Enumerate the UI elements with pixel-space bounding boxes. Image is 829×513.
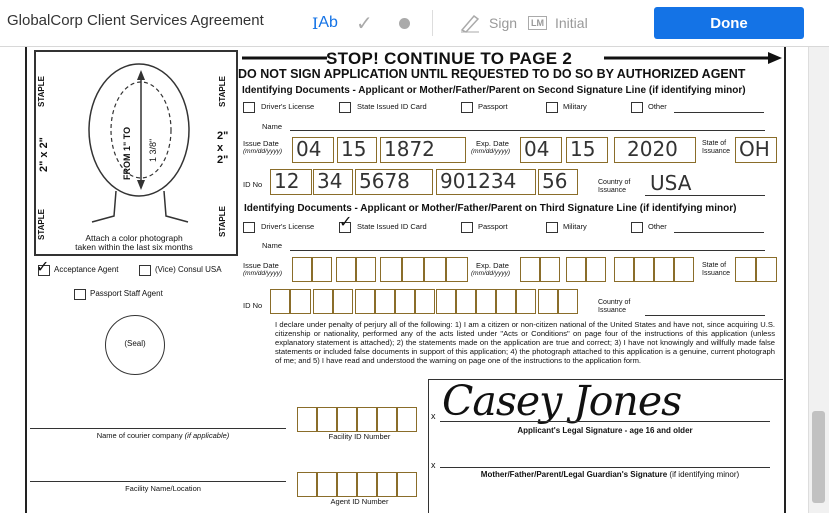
doc-type-label: Driver's License [261,222,315,231]
exp-date-label: Exp. Date [476,261,509,270]
issue-date-cell[interactable] [356,257,376,282]
exp-date-label: Exp. Date [476,139,509,148]
name-line [290,130,765,131]
facility-id-label: Facility ID Number [328,432,391,441]
passport-staff-checkbox[interactable] [74,289,86,300]
facility-id-cell[interactable] [317,407,337,432]
drivers-license-checkbox[interactable] [243,222,255,233]
applicant-signature-label: Applicant's Legal Signature - age 16 and older [517,426,693,435]
issue-date-cell[interactable] [424,257,446,282]
id-no-cell[interactable] [558,289,578,314]
checkmark-icon: ✓ [356,12,373,35]
facility-id-cell[interactable] [357,407,377,432]
agent-id-cell[interactable] [297,472,317,497]
seal-label: (Seal) [124,339,146,348]
staple-label: STAPLE [218,76,227,107]
exp-month-field[interactable]: 04 [520,137,562,163]
checkmark-icon: ✓ [36,259,50,276]
photo-range-value: 1 3/8" [148,138,158,162]
photo-size-label: 2" x 2" [38,137,50,172]
id-no-cell[interactable] [415,289,435,314]
declaration-text: I declare under penalty of perjury all of the following: 1) I am a citizen or non-citizen national of the United States and have not, since acquiring U.S. citizenship or nationality, performed any of the acts listed under "Acts or Conditions" on page four of the instructions of this application (unless explanatory statement is attached); 2) the statements made on the application are true and correct; 3) I have not knowingly and willfully made false statements or included false documents in support of this application; 4) the photograph attached to this application is a genuine, current photograph of me; and 5) I have read and understood the warning on page one of the instructions to the application form. [275,320,775,366]
acceptance-agent-label: Acceptance Agent [54,265,119,274]
country-value[interactable]: USA [650,171,692,195]
guardian-signature-label: Mother/Father/Parent/Legal Guardian's Signature (if identifying minor) [480,470,740,479]
exp-year-field[interactable]: 2020 [614,137,696,163]
issue-date-label: Issue Date [243,261,279,270]
photo-box [34,50,238,256]
issue-date-cell[interactable] [402,257,424,282]
doc-type-label: Driver's License [261,102,315,111]
left-border [25,47,27,513]
initial-label: Initial [555,15,588,31]
id-no-label: ID No [243,180,263,189]
exp-date-cell[interactable] [654,257,674,282]
state-label: State of Issuance [702,262,731,277]
exp-date-cell[interactable] [634,257,654,282]
name-label: Name [262,241,283,250]
courier-line [30,428,286,429]
issue-date-cell[interactable] [380,257,402,282]
passport-staff-label: Passport Staff Agent [90,289,163,298]
doc-type-label: Military [563,222,587,231]
issue-year-field[interactable]: 1872 [380,137,466,163]
photo-range-label: FROM 1" TO [122,126,132,180]
state-id-checkbox[interactable] [339,102,351,113]
vertical-scrollbar[interactable] [808,47,829,513]
head-outline-icon [64,56,214,226]
agent-id-cell[interactable] [337,472,357,497]
top-toolbar [0,0,829,47]
exp-date-cell[interactable] [566,257,586,282]
issue-date-cell[interactable] [336,257,356,282]
dot-icon [399,18,410,29]
add-text-tool[interactable] [312,10,338,36]
issue-date-cell[interactable] [446,257,468,282]
id-no-field-4[interactable]: 901234 [436,169,536,195]
sign-label: Sign [489,15,518,31]
right-border [784,47,786,513]
doc-type-label: Military [563,102,587,111]
agent-id-cell[interactable] [317,472,337,497]
id-no-label: ID No [243,301,263,310]
id-no-cell[interactable] [456,289,476,314]
agent-id-cell[interactable] [357,472,377,497]
doc-type-label: Other [648,222,667,231]
date-format-label: (mm/dd/yyyy) [243,270,282,277]
applicant-signature[interactable]: Casey Jones [442,377,682,425]
facility-id-cell[interactable] [377,407,397,432]
toolbar-divider [432,10,433,36]
stop-heading: STOP! CONTINUE TO PAGE 2 [326,49,573,68]
doc-type-label: State Issued ID Card [357,222,427,231]
other-line [674,112,764,113]
state-cell[interactable] [735,257,756,282]
consul-label: (Vice) Consul USA [155,265,222,274]
checkmark-icon: ✓ [339,214,353,231]
signature-x-mark: x [431,411,436,421]
passport-checkbox[interactable] [461,222,473,233]
checkmark-tool[interactable] [356,10,373,36]
agent-id-label: Agent ID Number [330,497,389,506]
second-id-heading: Identifying Documents - Applicant or Mother/Father/Parent on Second Signature Line (if identifying minor) [242,85,746,96]
id-no-field-2[interactable]: 34 [313,169,353,195]
issue-date-cell[interactable] [312,257,332,282]
passport-checkbox[interactable] [461,102,473,113]
facility-id-cell[interactable] [297,407,317,432]
date-format-label: (mm/dd/yyyy) [471,148,510,155]
courier-label: Name of courier company (if applicable) [96,431,230,440]
id-no-cell[interactable] [436,289,456,314]
state-cell[interactable] [756,257,777,282]
initial-tool[interactable] [528,10,588,36]
id-no-cell[interactable] [476,289,496,314]
other-checkbox[interactable] [631,102,643,113]
staple-label: STAPLE [37,209,46,240]
text-cursor-icon: I [312,13,319,33]
agent-id-cell[interactable] [397,472,417,497]
photo-caption: taken within the last six months [75,242,193,252]
done-button[interactable]: Done [654,7,804,39]
other-checkbox[interactable] [631,222,643,233]
seal-circle [105,315,165,375]
issue-date-label: Issue Date [243,139,279,148]
guardian-signature-line[interactable] [440,467,770,468]
exp-date-cell[interactable] [540,257,560,282]
id-no-cell[interactable] [355,289,375,314]
military-checkbox[interactable] [546,102,558,113]
issue-date-cell[interactable] [292,257,312,282]
id-no-cell[interactable] [270,289,290,314]
name-label: Name [262,122,283,131]
third-id-heading: Identifying Documents - Applicant or Mother/Father/Parent on Third Signature Line (if identifying minor) [244,203,737,214]
name-line [290,250,765,251]
exp-date-cell[interactable] [520,257,540,282]
sign-tool[interactable] [459,10,517,36]
country-line [645,315,765,316]
initials-icon: LM [528,16,547,30]
facility-id-cell[interactable] [397,407,417,432]
photo-size-label-right: 2" x 2" [217,130,229,166]
country-line [645,195,765,196]
id-no-cell[interactable] [496,289,516,314]
id-no-cell[interactable] [516,289,536,314]
agent-id-cell[interactable] [377,472,397,497]
id-no-cell[interactable] [333,289,353,314]
id-no-field-1[interactable]: 12 [270,169,312,195]
staple-label: STAPLE [37,76,46,107]
doc-type-label: Passport [478,102,508,111]
drivers-license-checkbox[interactable] [243,102,255,113]
staple-label: STAPLE [218,206,227,237]
date-format-label: (mm/dd/yyyy) [471,270,510,277]
doc-type-label: Passport [478,222,508,231]
state-field[interactable]: OH [735,137,777,163]
add-text-label: Ab [318,14,338,31]
doc-type-label: State Issued ID Card [357,102,427,111]
issue-month-field[interactable]: 04 [292,137,334,163]
exp-date-cell[interactable] [586,257,606,282]
exp-date-cell[interactable] [674,257,694,282]
document-title: GlobalCorp Client Services Agreement [7,12,264,29]
id-no-cell[interactable] [290,289,311,314]
document-page [0,47,808,513]
warning-heading: DO NOT SIGN APPLICATION UNTIL REQUESTED TO DO SO BY AUTHORIZED AGENT [238,67,746,81]
dot-tool[interactable] [399,10,410,36]
exp-date-cell[interactable] [614,257,634,282]
id-no-field-5[interactable]: 56 [538,169,578,195]
photo-caption: Attach a color photograph [85,233,183,243]
pen-icon [459,13,481,33]
country-label: Country of Issuance [598,179,631,194]
scrollbar-thumb[interactable] [812,411,825,503]
issue-day-field[interactable]: 15 [337,137,377,163]
id-no-cell[interactable] [313,289,333,314]
facility-id-cell[interactable] [337,407,357,432]
applicant-signature-line [440,421,770,422]
date-format-label: (mm/dd/yyyy) [243,148,282,155]
facility-name-label: Facility Name/Location [125,484,201,493]
id-no-cell[interactable] [395,289,415,314]
id-no-field-3[interactable]: 5678 [355,169,433,195]
doc-type-label: Other [648,102,667,111]
exp-day-field[interactable]: 15 [566,137,608,163]
id-no-cell[interactable] [375,289,395,314]
other-line [674,232,764,233]
country-label: Country of Issuance [598,299,631,314]
military-checkbox[interactable] [546,222,558,233]
consul-checkbox[interactable] [139,265,151,276]
state-label: State of Issuance [702,140,731,155]
facility-name-line [30,481,286,482]
id-no-cell[interactable] [538,289,558,314]
signature-x-mark: x [431,460,436,470]
